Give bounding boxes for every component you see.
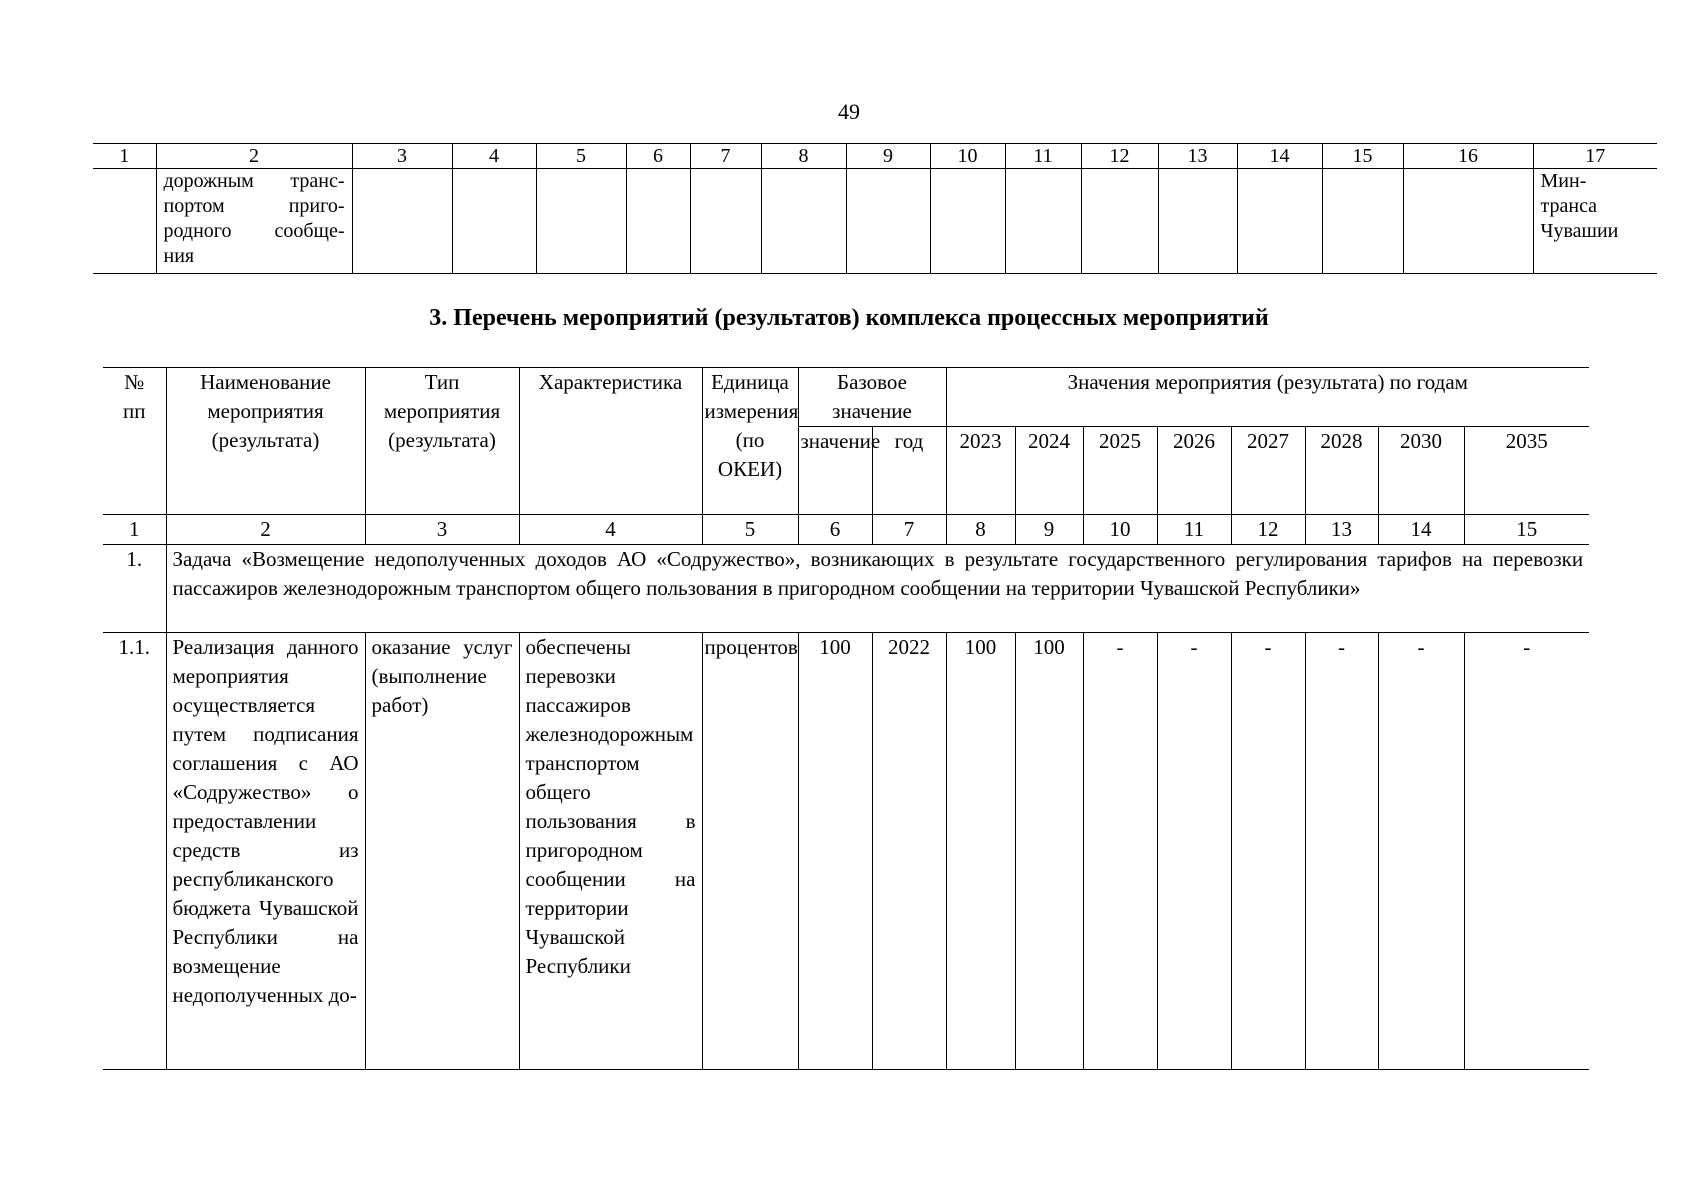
text-line: портом приго- [163, 195, 345, 217]
text-line: Мин- [1540, 170, 1587, 192]
header-year: 2030 [1378, 427, 1464, 515]
column-number: 4 [519, 515, 702, 545]
continuation-table [93, 143, 1657, 274]
column-number: 1 [93, 144, 156, 169]
measure-value-2027: - [1231, 633, 1305, 1070]
header-type: Тип мероприятия (результата) [365, 368, 519, 515]
column-number: 11 [1005, 144, 1081, 169]
column-number: 7 [872, 515, 946, 545]
header-characteristic: Характеристика [519, 368, 702, 515]
column-numbers-row [103, 515, 1589, 545]
header-year: 2023 [946, 427, 1015, 515]
column-number: 2 [166, 515, 365, 545]
column-number: 3 [365, 515, 519, 545]
text-line: ния [163, 245, 195, 267]
column-number: 11 [1157, 515, 1231, 545]
header-base-value: значение [798, 427, 872, 515]
column-number: 6 [626, 144, 690, 169]
column-number: 8 [946, 515, 1015, 545]
column-number: 5 [702, 515, 798, 545]
continuation-row [93, 169, 1657, 274]
measure-number: 1.1. [103, 633, 166, 1070]
header-year: 2025 [1083, 427, 1157, 515]
column-numbers-row [93, 144, 1657, 169]
column-number: 15 [1464, 515, 1589, 545]
text-line: транса [1540, 195, 1598, 217]
column-number: 9 [846, 144, 930, 169]
text-line: родного сообще- [163, 220, 345, 242]
column-number: 12 [1231, 515, 1305, 545]
continuation-name-cell [156, 169, 352, 274]
measure-base-value: 100 [798, 633, 872, 1070]
column-number: 16 [1403, 144, 1533, 169]
column-number: 1 [103, 515, 166, 545]
column-number: 14 [1237, 144, 1322, 169]
measure-value-2025: - [1083, 633, 1157, 1070]
column-number: 10 [930, 144, 1005, 169]
header-year: 2024 [1015, 427, 1083, 515]
column-number: 12 [1081, 144, 1158, 169]
measure-type: оказание услуг (выполнение работ) [365, 633, 519, 1070]
text-line: дорожным транс- [163, 170, 345, 192]
header-year: 2026 [1157, 427, 1231, 515]
column-number: 17 [1533, 144, 1657, 169]
header-name: Наименование мероприятия (результата) [166, 368, 365, 515]
task-number: 1. [103, 545, 166, 633]
header-base: Базовое значение [798, 368, 946, 427]
column-number: 3 [352, 144, 452, 169]
column-number: 2 [156, 144, 352, 169]
header-num: № пп [103, 368, 166, 515]
column-number: 13 [1305, 515, 1378, 545]
header-year: 2027 [1231, 427, 1305, 515]
column-number: 7 [690, 144, 761, 169]
measure-name: Реализация данного мероприятия осуществляется путем подписания соглашения с АО «Содружество» о предоставлении средств из республиканского бюджета Чувашской Республики на возмещение недополученных до- [166, 633, 365, 1070]
column-number: 4 [452, 144, 536, 169]
header-year: 2028 [1305, 427, 1378, 515]
measure-value-2026: - [1157, 633, 1231, 1070]
header-row [103, 368, 1589, 427]
measures-table [103, 367, 1589, 1070]
measure-value-2035: - [1464, 633, 1589, 1070]
column-number: 9 [1015, 515, 1083, 545]
column-number: 13 [1158, 144, 1237, 169]
column-number: 8 [761, 144, 846, 169]
measure-value-2030: - [1378, 633, 1464, 1070]
column-number: 5 [536, 144, 626, 169]
header-values-by-year: Значения мероприятия (результата) по годам [946, 368, 1589, 427]
measure-row [103, 633, 1589, 1070]
measure-value-2023: 100 [946, 633, 1015, 1070]
header-unit: Единица измерения (по ОКЕИ) [702, 368, 798, 515]
column-number: 6 [798, 515, 872, 545]
column-number: 14 [1378, 515, 1464, 545]
task-text: Задача «Возмещение недополученных доходов АО «Содружество», возникающих в результате государственного регулирования тарифов на перевозки пассажиров железнодорожным транспортом общего пользования в пригородном сообщении на территории Чувашской Республики» [166, 545, 1589, 633]
responsible-cell [1533, 169, 1657, 274]
header-base-year: год [872, 427, 946, 515]
column-number: 10 [1083, 515, 1157, 545]
measure-value-2028: - [1305, 633, 1378, 1070]
page-number: 49 [838, 99, 860, 124]
text-line: Чувашии [1540, 220, 1619, 242]
measure-value-2024: 100 [1015, 633, 1083, 1070]
measure-unit: процентов [702, 633, 798, 1070]
header-year: 2035 [1464, 427, 1589, 515]
measure-base-year: 2022 [872, 633, 946, 1070]
column-number: 15 [1322, 144, 1403, 169]
section-title: 3. Перечень мероприятий (результатов) комплекса процессных мероприятий [429, 305, 1269, 331]
task-row [103, 545, 1589, 633]
measure-characteristic: обеспечены перевозки пассажиров железнодорожным транспортом общего пользования в пригородном сообщении на территории Чувашской Республики [519, 633, 702, 1070]
